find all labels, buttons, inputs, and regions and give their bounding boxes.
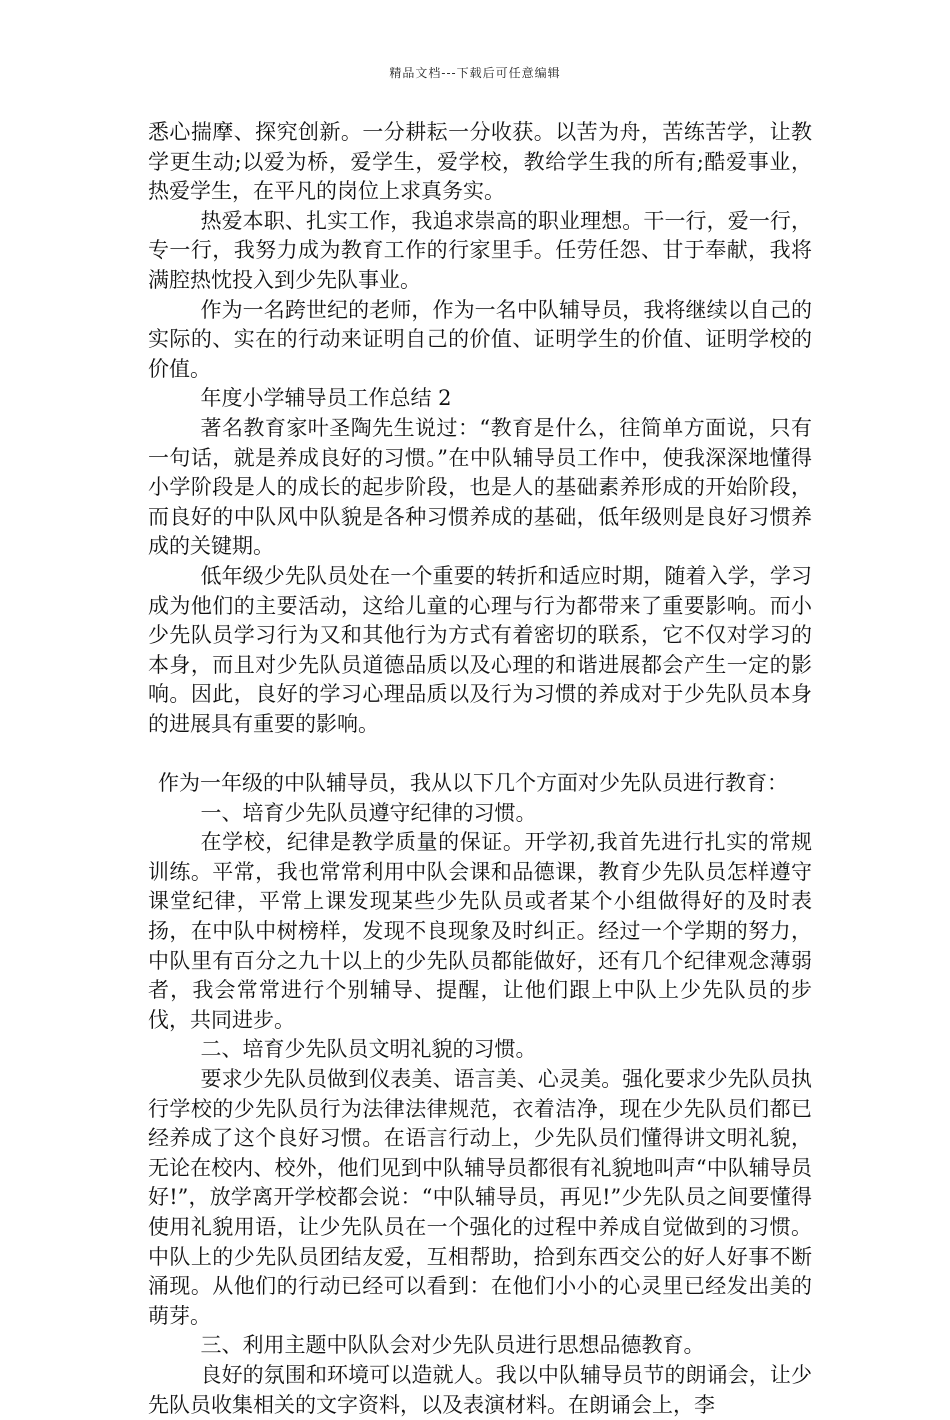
section-title-2: 年度小学辅导员工作总结 2 <box>200 386 452 411</box>
paragraph-5: 低年级少先队员处在一个重要的转折和适应时期，随着入学，学习成为他们的主要活动，这给儿童的心理与行为都带来了重要影响。而小少先队员学习行为又和其他行为方式有着密切的联系，它不仅对学习的本身，而且对少先队员道德品质以及心理的和谐进展都会产生一定的影响。因此，良好的学习心理品质以及行为习惯的养成对于少先队员本身的进展具有重要的影响。 <box>148 563 812 736</box>
page-header: 精品文档---下载后可任意编辑 <box>389 66 561 80</box>
paragraph-8: 要求少先队员做到仪表美、语言美、心灵美。强化要求少先队员执行学校的少先队员行为法律法律规范，衣着洁净，现在少先队员们都已经养成了这个良好习惯。在语言行动上，少先队员们懂得讲文明礼貌，无论在校内、校外，他们见到中队辅导员都很有礼貌地叫声“中队辅导员好!”，放学离开学校都会说：“中队辅导员，再见!”少先队员之间要懂得使用礼貌用语，让少先队员在一个强化的过程中养成自觉做到的习惯。中队上的少先队员团结友爱，互相帮助，拾到东西交公的好人好事不断涌现。从他们的行动已经可以看到：在他们小小的心灵里已经发出美的萌芽。 <box>148 1067 812 1328</box>
document-body <box>148 118 812 1420</box>
paragraph-6: 作为一年级的中队辅导员，我从以下几个方面对少先队员进行教育： <box>158 771 788 796</box>
heading-courtesy: 二、培育少先队员文明礼貌的习惯。 <box>200 1037 537 1062</box>
paragraph-3: 作为一名跨世纪的老师，作为一名中队辅导员，我将继续以自己的实际的、实在的行动来证明自己的价值、证明学生的价值、证明学校的价值。 <box>148 297 812 381</box>
blank-line <box>148 739 812 769</box>
paragraph-4: 著名教育家叶圣陶先生说过：“教育是什么，往简单方面说，只有一句话，就是养成良好的习惯。”在中队辅导员工作中，使我深深地懂得小学阶段是人的成长的起步阶段，也是人的基础素养形成的开始阶段，而良好的中队风中队貌是各种习惯养成的基础，低年级则是良好习惯养成的关键期。 <box>148 415 812 559</box>
paragraph-7: 在学校，纪律是教学质量的保证。开学初,我首先进行扎实的常规训练。平常，我也常常利用中队会课和品德课，教育少先队员怎样遵守课堂纪律，平常上课发现某些少先队员或者某个小组做得好的及时表扬，在中队中树榜样，发现不良现象及时纠正。经过一个学期的努力，中队里有百分之九十以上的少先队员都能做好，还有几个纪律观念薄弱者，我会常常进行个别辅导、提醒，让他们跟上中队上少先队员的步伐，共同进步。 <box>148 830 812 1032</box>
paragraph-2: 热爱本职、扎实工作，我追求崇高的职业理想。干一行，爱一行，专一行，我努力成为教育工作的行家里手。任劳任怨、甘于奉献，我将满腔热忱投入到少先队事业。 <box>148 208 812 292</box>
heading-moral-education: 三、利用主题中队队会对少先队员进行思想品德教育。 <box>200 1333 705 1358</box>
paragraph-9: 良好的氛围和环境可以造就人。我以中队辅导员节的朗诵会，让少先队员收集相关的文字资料，以及表演材料。在朗诵会上，李 <box>148 1362 812 1417</box>
paragraph-1: 悉心揣摩、探究创新。一分耕耘一分收获。以苦为舟，苦练苦学，让教学更生动;以爱为桥，爱学生，爱学校，教给学生我的所有;酷爱事业，热爱学生，在平凡的岗位上求真务实。 <box>148 120 812 204</box>
heading-discipline: 一、培育少先队员遵守纪律的习惯。 <box>200 800 537 825</box>
